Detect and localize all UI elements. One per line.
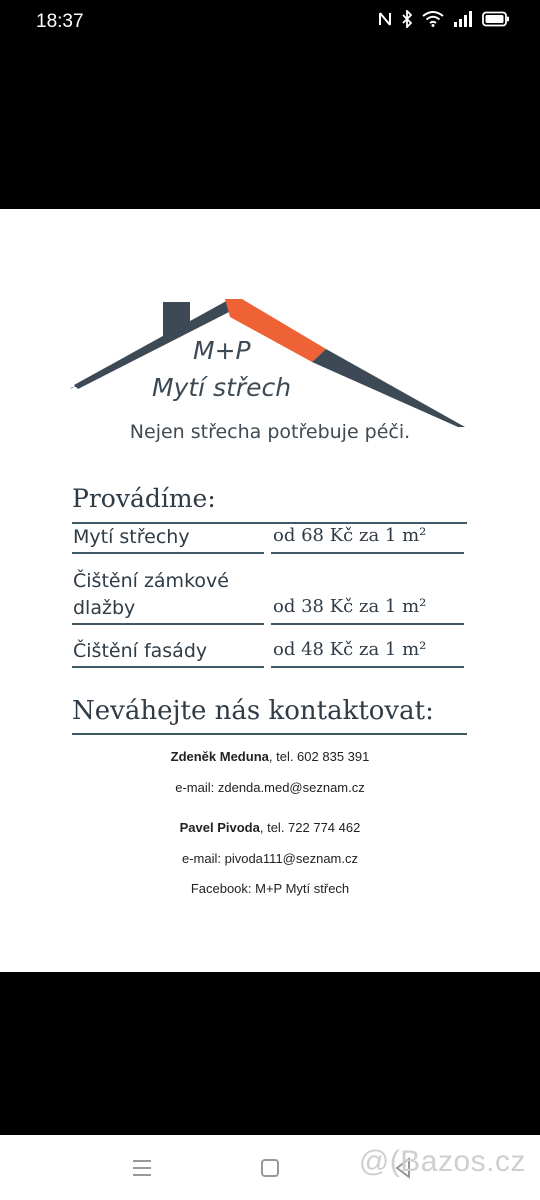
contact-rule <box>72 733 467 735</box>
price-rule <box>271 552 464 554</box>
contact-line <box>0 820 540 835</box>
watermark: @(Bazos.cz <box>358 1145 526 1178</box>
services-heading: Provádíme: <box>72 484 216 513</box>
battery-icon <box>482 11 510 27</box>
brand-name: Mytí střech <box>152 373 292 402</box>
service-name: Čištění fasády <box>73 640 208 662</box>
contact-phone: , tel. 602 835 391 <box>268 749 370 764</box>
flyer-image <box>0 209 540 972</box>
tagline: Nejen střecha potřebuje péči. <box>129 421 411 443</box>
contact-email: e-mail: zdenda.med@seznam.cz <box>175 780 365 795</box>
home-icon[interactable] <box>255 1153 285 1183</box>
contact-line <box>0 749 540 764</box>
service-price: od 38 Kč za 1 m² <box>273 596 427 617</box>
status-bar <box>0 0 540 48</box>
navigation-bar <box>0 1135 540 1200</box>
price-rule <box>271 623 464 625</box>
service-rule <box>72 666 264 668</box>
service-price: od 68 Kč za 1 m² <box>273 525 427 546</box>
menu-icon[interactable] <box>127 1153 157 1183</box>
service-rule <box>72 623 264 625</box>
brand-short: M+P <box>193 336 251 365</box>
service-name-cont: dlažby <box>73 597 136 619</box>
price-rule <box>271 666 464 668</box>
status-icons <box>378 10 510 28</box>
service-rule <box>72 552 264 554</box>
nfc-icon <box>378 11 392 27</box>
contact-email: e-mail: pivoda111@seznam.cz <box>181 851 358 866</box>
service-name: Čištění zámkové <box>73 570 229 592</box>
contact-heading: Neváhejte nás kontaktovat: <box>72 696 434 726</box>
wifi-icon <box>422 11 444 27</box>
service-price: od 48 Kč za 1 m² <box>273 639 427 660</box>
contact-name: Pavel Pivoda <box>179 820 260 835</box>
bluetooth-icon <box>401 10 413 28</box>
status-time: 18:37 <box>36 11 84 32</box>
signal-icon <box>453 11 473 27</box>
roof-logo <box>70 299 470 429</box>
contact-phone: , tel. 722 774 462 <box>259 820 361 835</box>
service-name: Mytí střechy <box>73 526 190 548</box>
facebook-line: Facebook: M+P Mytí střech <box>190 881 350 896</box>
contact-name: Zdeněk Meduna <box>170 749 269 764</box>
